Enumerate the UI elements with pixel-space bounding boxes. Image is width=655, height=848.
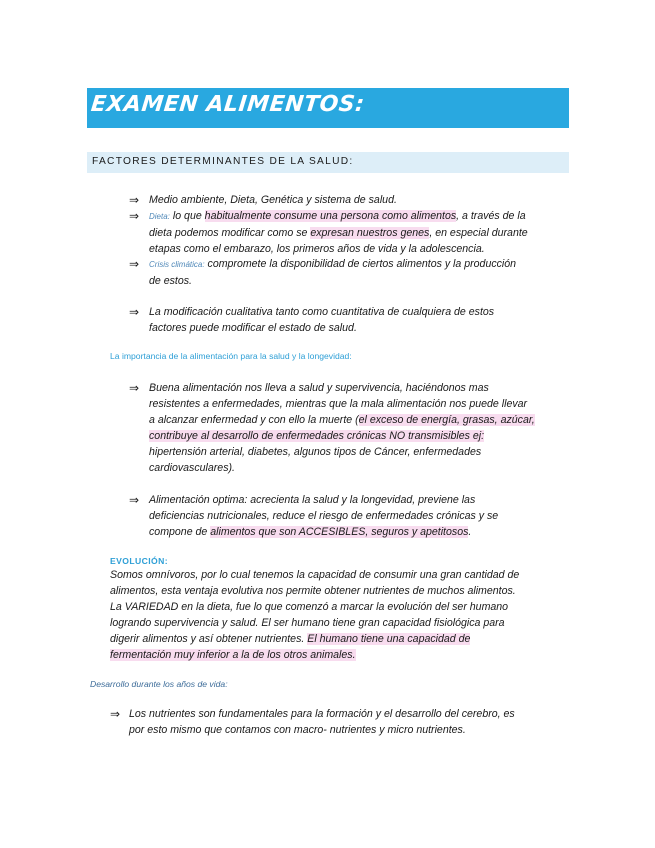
factor-item-1: Medio ambiente, Dieta, Genética y sistema de salud. <box>149 194 397 206</box>
evolution-heading: EVOLUCIÓN: <box>110 556 168 566</box>
arrow-icon: ⇒ <box>129 209 140 223</box>
highlight: el exceso de energía, grasas, azúcar, <box>358 414 535 426</box>
arrow-icon: ⇒ <box>129 305 140 319</box>
development-bullet: Los nutrientes son fundamentales para la formación y el desarrollo del cerebro, es por esto mismo que contamos con macro- nutrientes y micro nutrientes. <box>129 708 515 736</box>
importance-heading: La importancia de la alimentación para la salud y la longevidad: <box>110 351 352 361</box>
section-heading: FACTORES DETERMINANTES DE LA SALUD: <box>92 156 354 167</box>
highlight: alimentos que son ACCESIBLES, seguros y apetitosos <box>210 526 469 538</box>
section-banner <box>87 152 569 173</box>
diet-tag: Dieta: <box>149 212 170 221</box>
development-heading: Desarrollo durante los años de vida: <box>90 679 228 689</box>
highlight: habitualmente consume una persona como alimentos <box>204 210 457 222</box>
importance-bullet-2: Alimentación optima: acrecienta la salud y la longevidad, previene las deficiencias nutricionales, reduce el riesgo de enfermedades crónicas y se compone de alimentos que son ACCESIBLES, seguros y apetitosos. <box>149 494 499 538</box>
factor-diet: Dieta: lo que habitualmente consume una persona como alimentos, a través de la dieta podemos modificar como se expresan nuestros genes, en especial durante etapas como el embarazo, los primeros años de vida y la adolescencia. <box>149 210 528 255</box>
document-title: EXAMEN ALIMENTOS: <box>89 92 366 117</box>
importance-bullet-1: Buena alimentación nos lleva a salud y supervivencia, haciéndonos mas resistentes a enfermedades, mientras que la mala alimentación nos puede llevar a alcanzar enfermedad y con ello la muerte (el exceso de energía, grasas, azúcar, contribuye al desarrollo de enfermedades crónicas NO transmisibles ej: hipertensión arterial, diabetes, algunos tipos de Cáncer, enfermedades cardiovasculares). <box>149 382 535 474</box>
title-banner <box>87 88 569 128</box>
factor-climate: Crisis climática: compromete la disponibilidad de ciertos alimentos y la producción de estos. <box>149 258 517 287</box>
arrow-icon: ⇒ <box>129 381 140 395</box>
highlight: El humano tiene una capacidad de <box>307 633 471 645</box>
crisis-tag: Crisis climática: <box>149 260 205 269</box>
highlight: contribuye al desarrollo de enfermedades crónicas NO transmisibles ej: <box>149 430 485 442</box>
arrow-icon: ⇒ <box>129 193 140 207</box>
highlight: expresan nuestros genes <box>310 227 430 239</box>
arrow-icon: ⇒ <box>129 257 140 271</box>
highlight: fermentación muy inferior a la de los otros animales. <box>110 649 356 661</box>
factor-modification: La modificación cualitativa tanto como cuantitativa de cualquiera de estos factores puede modificar el estado de salud. <box>149 306 495 334</box>
arrow-icon: ⇒ <box>129 493 140 507</box>
evolution-paragraph: Somos omnívoros, por lo cual tenemos la capacidad de consumir una gran cantidad de alimentos, esta ventaja evolutiva nos permite obtener nutrientes de muchos alimentos. La VARIEDAD en la dieta, fue lo que comenzó a marcar la evolución del ser humano logrando supervivencia y salud. El ser humano tiene gran capacidad fisiológica para digerir alimentos y así obtener nutrientes. El humano tiene una capacidad de fermentación muy inferior a la de los otros animales. <box>110 569 520 661</box>
arrow-icon: ⇒ <box>110 707 121 721</box>
